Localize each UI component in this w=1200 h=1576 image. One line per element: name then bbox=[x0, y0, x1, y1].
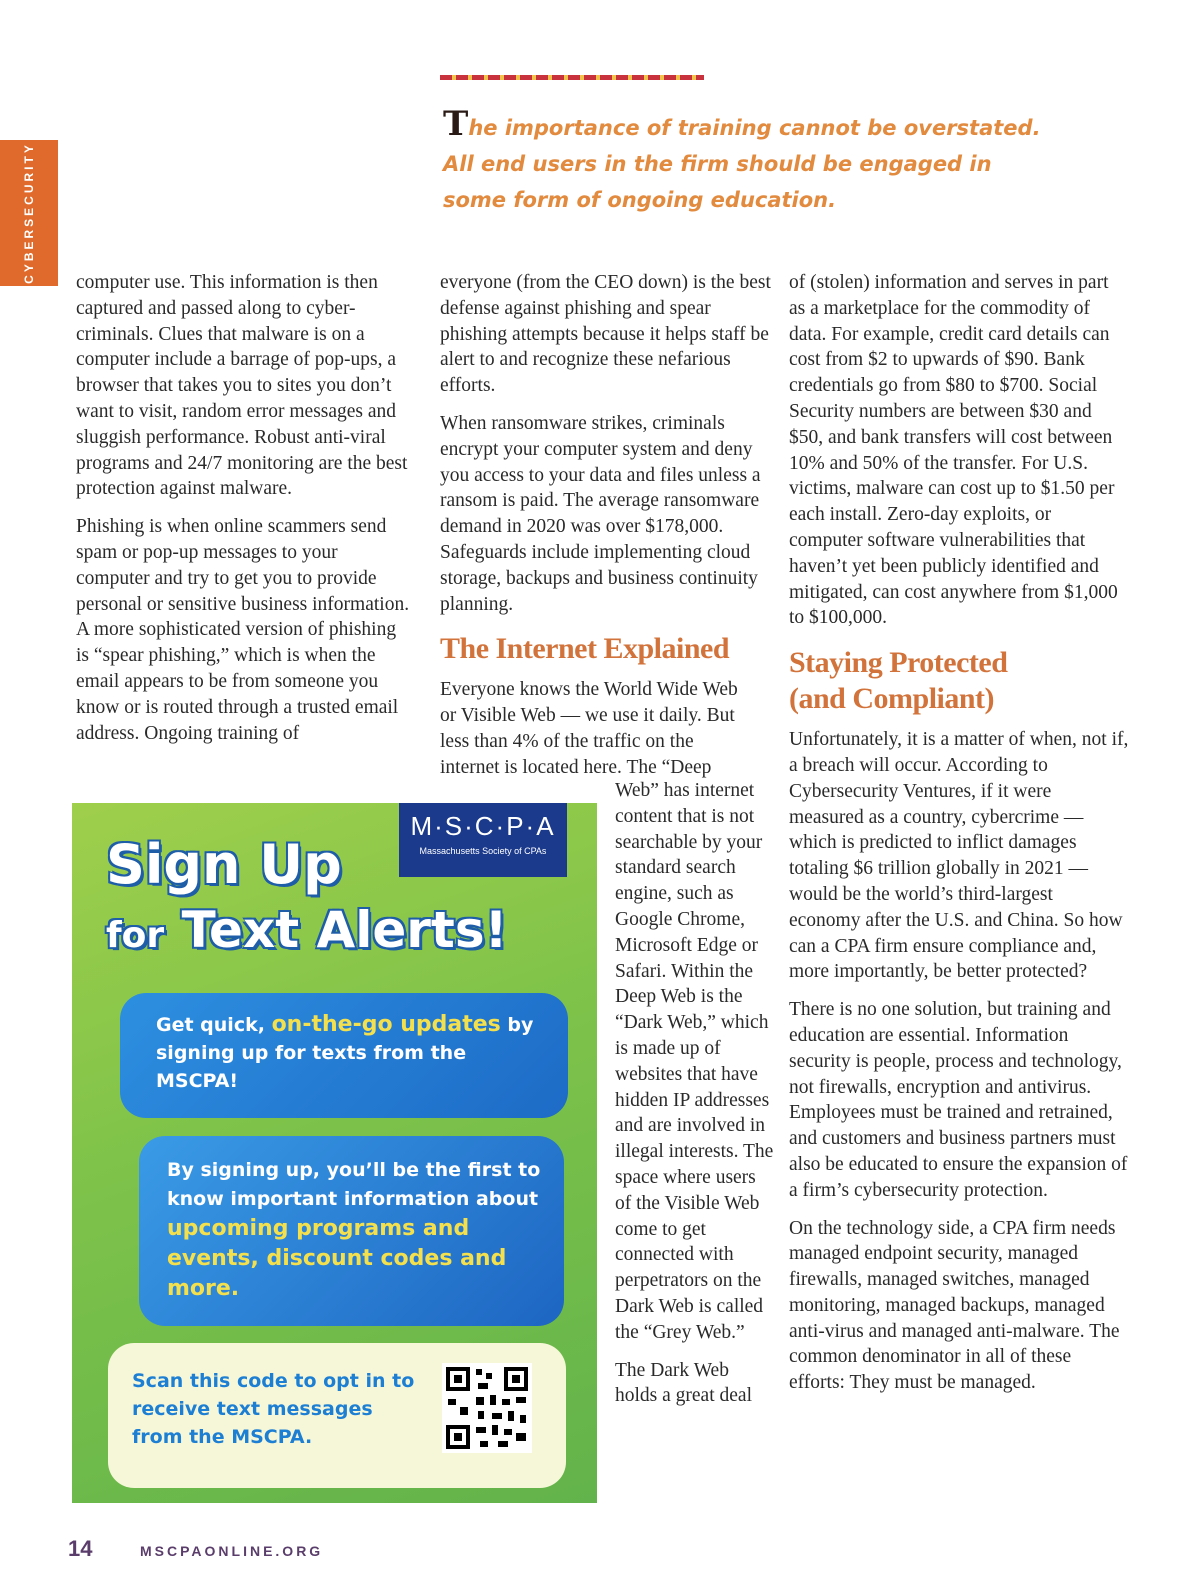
message-bubble-3 bbox=[108, 1343, 566, 1488]
paragraph: of (stolen) information and serves in part as a marketplace for the commodity of data. For example, credit card details can cost from $2 to upwards of $90. Bank credentials go from $80 to $700. Social Security numbers are between $30 and $50, and bank transfers will cost between 10% and 50% of the transfer. For U.S. victims, malware can cost up to $1.50 per each install. Zero-day exploits, or computer software vulnerabilities that haven’t yet been publicly identified and mitigated, can cost anywhere from $1,000 to $100,000. bbox=[789, 272, 1118, 629]
pull-quote-text: he importance of training cannot be overstated. All end users in the firm should be engaged in some form of ongoing education. bbox=[443, 116, 1041, 212]
paragraph: Unfortunately, it is a matter of when, not if, a breach will occur. According to Cybersecurity Ventures, if it were measured as a country, cybercrime — which is predicted to inflict damages totaling $6 trillion globally in 2021 — would be the world’s third-largest economy after the U.S. and China. So how can a CPA firm ensure compliance and, more importantly, be better protected? bbox=[789, 729, 1129, 983]
section-heading-internet: The Internet Explained bbox=[440, 632, 730, 666]
column-3 bbox=[789, 270, 1129, 1408]
paragraph: When ransomware strikes, criminals encrypt your computer system and deny you access to your data and files unless a ransom is paid. The average ransomware demand in 2020 was over $178,000. Safeguards include implementing cloud storage, backups and business continuity planning. bbox=[440, 412, 761, 615]
qr-code-icon[interactable] bbox=[442, 1363, 532, 1453]
message-bubble-1 bbox=[120, 993, 568, 1118]
ad-title-alerts: Text Alerts! bbox=[181, 901, 508, 959]
paragraph: Everyone knows the World Wide Web or Visible Web — we use it daily. But less than 4% of the traffic on the internet is located here. The “Deep bbox=[440, 679, 738, 778]
page-number: 14 bbox=[68, 1536, 93, 1561]
logo-sub: Massachusetts Society of CPAs bbox=[419, 846, 547, 856]
ad-title-for: for bbox=[106, 915, 165, 956]
bubble1-text-b: by signing up for texts from the MSCPA! bbox=[156, 1014, 534, 1092]
text-alerts-ad[interactable] bbox=[72, 803, 597, 1503]
column-2 bbox=[440, 270, 775, 793]
paragraph: Phishing is when online scammers send spam or pop-up messages to your computer and try to get you to provide personal or sensitive business information. A more sophisticated version of phishing is “spear phishing,” which is when the email appears to be from someone you know or is routed through a trusted email address. Ongoing training of bbox=[76, 516, 410, 744]
column-1 bbox=[76, 270, 411, 758]
footer-site-link[interactable]: MSCPAONLINE.ORG bbox=[140, 1543, 324, 1559]
paragraph: computer use. This information is then captured and passed along to cyber-criminals. Clues that malware is on a computer include a barrage of pop-ups, a browser that takes you to sites you don’t want to visit, random error messages and sluggish performance. Robust anti-viral programs and 24/7 monitoring are the best protection against malware. bbox=[76, 272, 408, 500]
ad-title-line2 bbox=[106, 897, 507, 969]
section-tab bbox=[0, 140, 58, 286]
bubble1-highlight: on-the-go updates bbox=[271, 1012, 501, 1037]
pull-quote bbox=[443, 106, 1043, 218]
pull-quote-dropcap: T bbox=[443, 104, 469, 144]
logo-main: M·S·C·P·A bbox=[410, 811, 556, 841]
column-2-wrap bbox=[615, 778, 775, 1421]
section-tab-label: CYBERSECURITY bbox=[22, 142, 36, 284]
paragraph: everyone (from the CEO down) is the best defense against phishing and spear phishing attempts because it helps staff be alert to and recognize these nefarious efforts. bbox=[440, 272, 771, 397]
paragraph: The Dark Web holds a great deal bbox=[615, 1359, 752, 1407]
bubble2-highlight: upcoming programs and events, discount codes and more. bbox=[167, 1216, 507, 1301]
paragraph: There is no one solution, but training and education are essential. Information security is people, process and technology, not firewalls, encryption and antivirus. Employees must be trained and retrained, and customers and business partners must also be educated to ensure the expansion of a firm’s cybersecurity protection. bbox=[789, 999, 1128, 1201]
paragraph: On the technology side, a CPA firm needs managed endpoint security, managed firewalls, managed switches, managed monitoring, managed backups, managed anti-virus and managed anti-malware. The common denominator in all of these efforts: They must be managed. bbox=[789, 1217, 1120, 1394]
bubble1-text-a: Get quick, bbox=[156, 1014, 265, 1036]
paragraph: Web” has internet content that is not searchable by your standard search engine, such as Google Chrome, Microsoft Edge or Safari. Within the Deep Web is the “Dark Web,” which is made up of websites that have hidden IP addresses and are involved in illegal interests. The space where users of the Visible Web come to get connected with perpetrators on the Dark Web is called the “Grey Web.” bbox=[615, 780, 774, 1343]
ad-title bbox=[106, 833, 507, 969]
bubble3-text: Scan this code to opt in to receive text messages from the MSCPA. bbox=[132, 1370, 415, 1448]
pull-quote-rule bbox=[440, 75, 704, 80]
message-bubble-2 bbox=[139, 1136, 564, 1326]
ad-title-line1: Sign Up bbox=[106, 833, 342, 896]
bubble2-text-a: By signing up, you’ll be the first to know important information about bbox=[167, 1159, 541, 1210]
section-heading-protected: Staying Protected (and Compliant) bbox=[789, 646, 1008, 716]
